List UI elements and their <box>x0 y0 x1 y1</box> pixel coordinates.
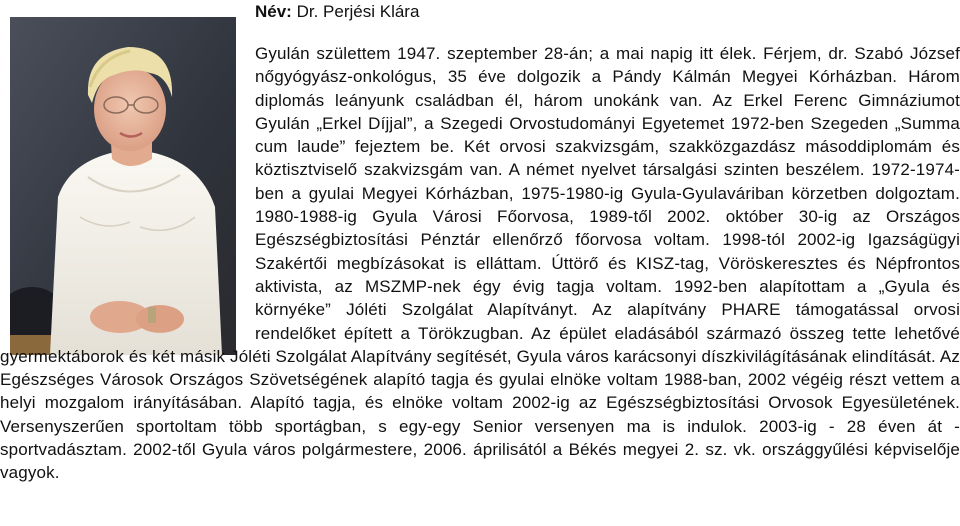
person-name: Dr. Perjési Klára <box>296 2 420 21</box>
name-label: Név: <box>255 2 292 21</box>
biography-text: Gyulán születtem 1947. szeptember 28-án; a mai napig itt élek. Férjem, dr. Szabó József nőgyógyász-onkológus, 35 éve dolgozik a Pándy Kálmán Megyei Kórházban. Három diplomás leányunk családban él, három unokánk van. Az Erkel Ferenc Gimnáziumot Gyulán „Erkel Díjjal”, a Szegedi Orvostudományi Egyetemet 1972-ben Szegeden „Summa cum laude” fejeztem be. Két orvosi szakvizsgám, szakközgazdász másoddiplomám és köztisztviselő szakvizsgám van. A német nyelvet társalgási szinten beszélem. 1972-1974-ben a gyulai Megyei Kórházban, 1975-1980-ig Gyula-Gyulaváriban körzetben dolgoztam. 1980-1988-ig Gyula Városi Főorvosa, 1989-től 2002. október 30-ig az Országos Egészségbiztosítási Pénztár ellenőrző főorvosa voltam. 1998-tól 2002-ig Igazságügyi Szakértői megbízásokat is elláttam. Úttörő és KISZ-tag, Vöröskeresztes és Népfrontos aktivista, az MSZMP-nek égy évig tagja voltam. 1992-ben alapítottam a „Gyula és környéke” Jóléti Szolgálat Alapítványt. Az alapítvány PHARE támogatással orvosi rendelőket épített a Törökzugban. Az épület eladásából származó összeg tette lehetővé gyermektáborok és két másik Jóléti Szolgálat Alapítvány segítését, Gyula város karácsonyi díszkivilágításának elindítását. Az Egészséges Városok Országos Szövetségének alapító tagja és gyulai elnöke voltam 1988-ban, 2002 végéig részt vettem a helyi mozgalom irányításában. Alapító tagja, és elnöke voltam 2002-ig az Egészségbiztosítási Orvosok Egyesületének. Versenyszerűen sportoltam több sportágban, s egy-egy Senior versenyen ma is indulok. 2003-ig - 28 éven át - sportvadásztam. 2002-től Gyula város polgármestere, 2006. áprilisától a Békés megyei 2. sz. vk. országgyűlési képviselője vagyok. <box>0 44 960 483</box>
